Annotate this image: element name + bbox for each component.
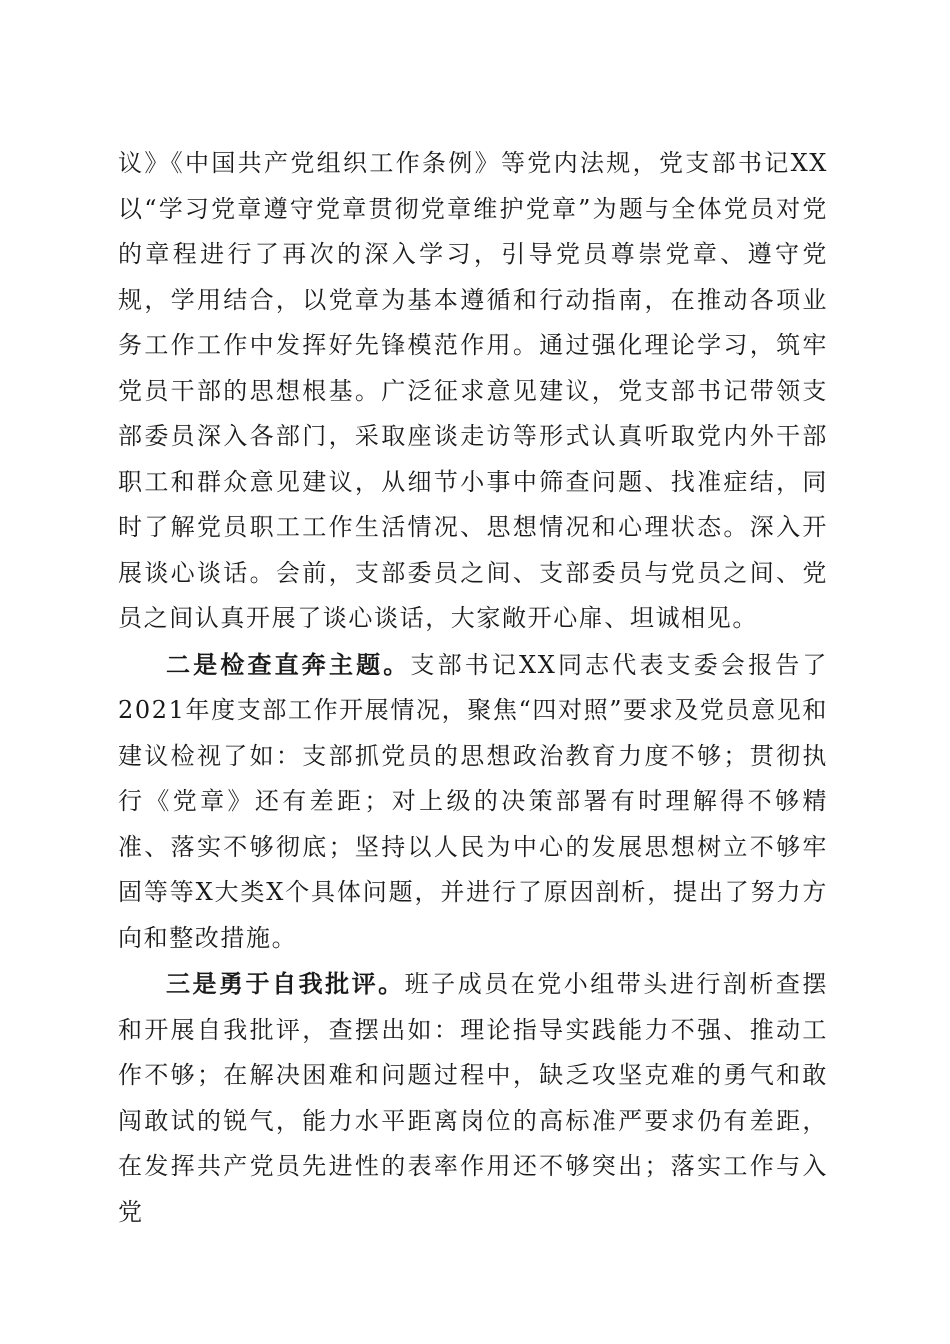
- paragraph-2-text: 支部书记XX同志代表支委会报告了2021年度支部工作开展情况，聚焦“四对照”要求及党员意见和建议检视了如：支部抓党员的思想政治教育力度不够；贯彻执行《党章》还有差距；对上级的决策部署有时理解得不够精准、落实不够彻底；坚持以人民为中心的发展思想树立不够牢固等等X大类X个具体问题，并进行了原因剖析，提出了努力方向和整改措施。: [118, 650, 828, 952]
- paragraph-3: [118, 961, 828, 1235]
- paragraph-1: [118, 140, 828, 642]
- paragraph-1-text: 议》《中国共产党组织工作条例》等党内法规，党支部书记XX以“学习党章遵守党章贯彻党章维护党章”为题与全体党员对党的章程进行了再次的深入学习，引导党员尊崇党章、遵守党规，学用结合，以党章为基本遵循和行动指南，在推动各项业务工作工作中发挥好先锋模范作用。通过强化理论学习，筑牢党员干部的思想根基。广泛征求意见建议，党支部书记带领支部委员深入各部门，采取座谈走访等形式认真听取党内外干部职工和群众意见建议，从细节小事中筛查问题、找准症结，同时了解党员职工工作生活情况、思想情况和心理状态。深入开展谈心谈话。会前，支部委员之间、支部委员与党员之间、党员之间认真开展了谈心谈话，大家敞开心扉、坦诚相见。: [118, 149, 828, 632]
- paragraph-3-lead: 三是勇于自我批评。: [166, 969, 405, 998]
- document-body: [118, 140, 828, 1235]
- paragraph-3-text: 班子成员在党小组带头进行剖析查摆和开展自我批评，查摆出如：理论指导实践能力不强、推动工作不够；在解决困难和问题过程中，缺乏攻坚克难的勇气和敢闯敢试的锐气，能力水平距离岗位的高标准严要求仍有差距，在发挥共产党员先进性的表率作用还不够突出；落实工作与入党: [118, 970, 828, 1226]
- paragraph-2-lead: 二是检查直奔主题。: [166, 649, 411, 679]
- paragraph-2: [118, 642, 828, 962]
